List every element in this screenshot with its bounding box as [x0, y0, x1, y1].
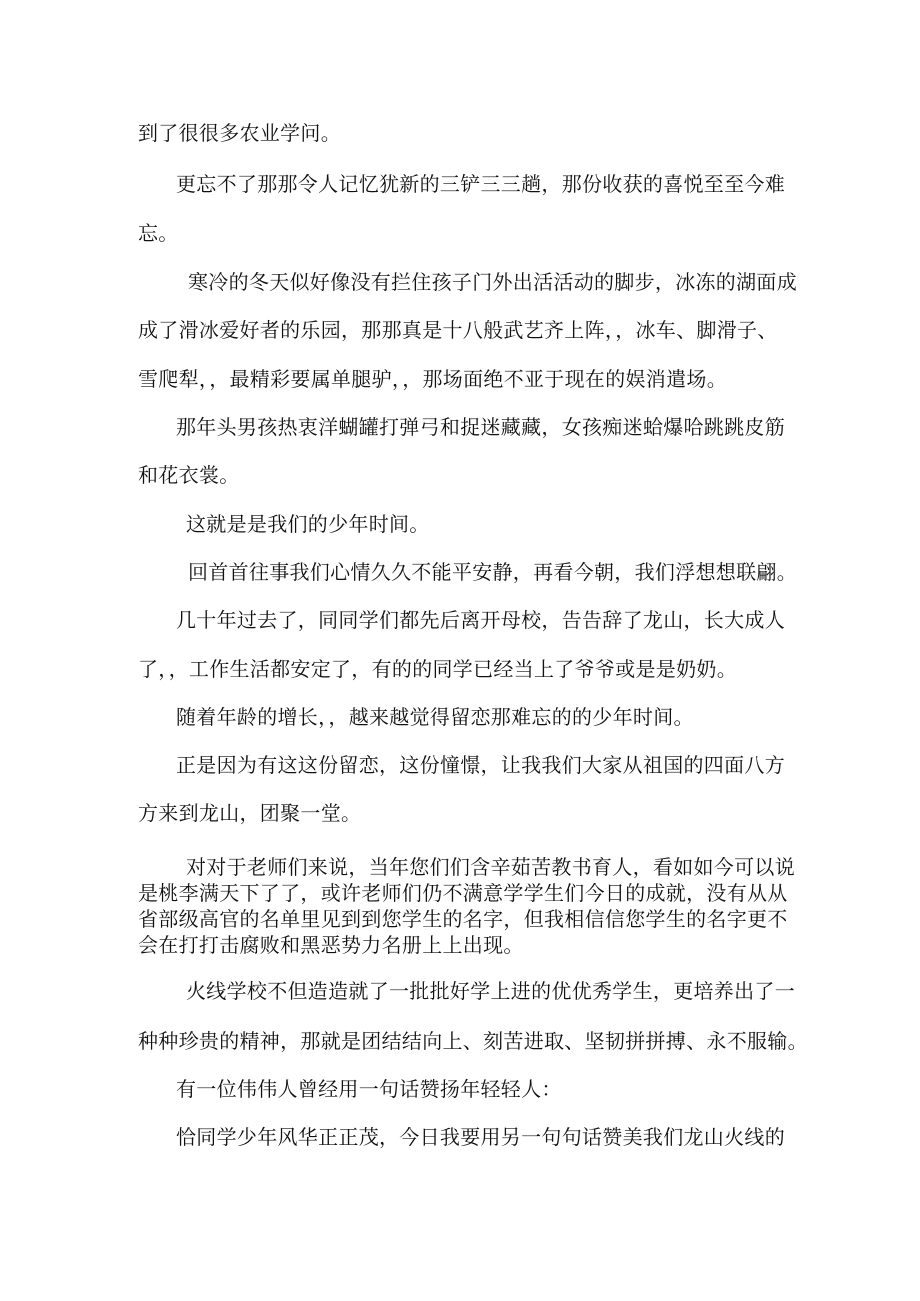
text-line-5: 成了滑冰爱好者的乐园，那那真是十八般武艺齐上阵，，冰车、脚滑子、 — [138, 318, 778, 342]
text-line-21: 种种珍贵的精神，那就是团结结向上、刻苦进取、坚韧拼拼搏、永不服输。 — [138, 1029, 808, 1053]
text-line-17: 是桃李满天下了了，或许老师们仍不满意学学生们今日的成就，没有从从 — [138, 881, 788, 905]
text-line-8: 和花衣裳。 — [138, 463, 240, 487]
text-line-11: 几十年过去了，同同学们都先后离开母校，告告辞了龙山，长大成人 — [176, 608, 785, 632]
text-line-9: 这就是是我们的少年时间。 — [186, 512, 430, 536]
text-line-3: 忘。 — [138, 221, 179, 245]
text-line-7: 那年头男孩热衷洋蝴罐打弹弓和捉迷藏藏，女孩痴迷蛤爆哈跳跳皮筋 — [176, 415, 785, 439]
text-line-22: 有一位伟伟人曾经用一句话赞扬年轻轻人： — [176, 1077, 562, 1101]
text-line-1: 到了很很多农业学问。 — [138, 121, 341, 145]
text-line-15: 方来到龙山，团聚一堂。 — [138, 801, 362, 825]
text-line-20: 火线学校不但造造就了一批批好学上进的优优秀学生，更培养出了一 — [186, 979, 795, 1003]
text-line-10: 回首首往事我们心情久久不能平安静，再看今朝，我们浮想想联翩。 — [188, 560, 797, 584]
text-line-12: 了，，工作生活都安定了，有的的同学已经当上了爷爷或是是奶奶。 — [138, 657, 737, 681]
text-line-13: 随着年龄的增长，，越来越觉得留恋那难忘的的少年时间。 — [176, 705, 694, 729]
text-line-18: 省部级高官的名单里见到到您学生的名字，但我相信信您学生的名字更不 — [138, 907, 788, 931]
text-line-23: 恰同学少年风华正正茂，今日我要用另一句句话赞美我们龙山火线的 — [176, 1125, 785, 1149]
text-line-6: 雪爬犁，，最精彩要属单腿驴，，那场面绝不亚于现在的娱消遣场。 — [138, 367, 727, 391]
text-line-16: 对对于老师们来说，当年您们们含辛茹苦教书育人，看如如今可以说 — [186, 855, 795, 879]
text-line-19: 会在打打击腐败和黑恶势力名册上上出现。 — [138, 933, 524, 957]
text-line-4: 寒冷的冬天似好像没有拦住孩子门外出活活动的脚步，冰冻的湖面成 — [188, 270, 797, 294]
text-line-14: 正是因为有这这份留恋，这份憧憬，让我我们大家从祖国的四面八方 — [176, 753, 785, 777]
text-line-2: 更忘不了那那令人记忆犹新的三铲三三趟，那份收获的喜悦至至今难 — [176, 172, 785, 196]
